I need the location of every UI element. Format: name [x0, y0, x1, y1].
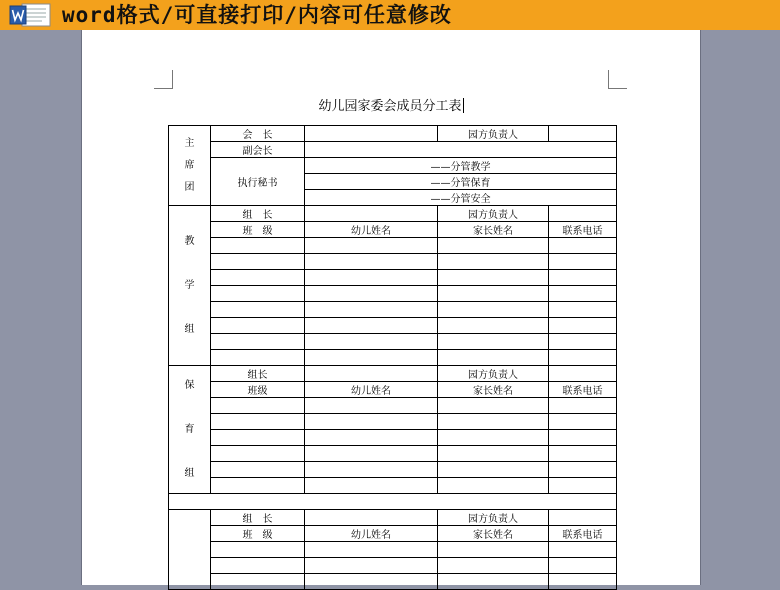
care-group-label: 保 育 组 — [169, 366, 211, 494]
table-row — [169, 350, 617, 366]
table-cell[interactable] — [211, 478, 305, 494]
table-cell[interactable] — [305, 478, 438, 494]
spacer-row — [169, 494, 617, 510]
table-cell[interactable] — [211, 574, 305, 590]
table-cell[interactable] — [549, 430, 617, 446]
table-cell[interactable] — [438, 542, 549, 558]
table-row — [169, 558, 617, 574]
table-cell[interactable] — [211, 350, 305, 366]
table-cell[interactable] — [549, 238, 617, 254]
table-cell[interactable] — [438, 270, 549, 286]
word-document-icon — [8, 3, 52, 27]
table-cell[interactable] — [211, 558, 305, 574]
table-row — [169, 542, 617, 558]
table-cell[interactable] — [549, 286, 617, 302]
table-cell[interactable] — [305, 558, 438, 574]
document-title[interactable]: 幼儿园家委会成员分工表 — [318, 99, 462, 114]
top-banner — [0, 0, 780, 30]
table-cell[interactable] — [549, 478, 617, 494]
table-cell[interactable] — [305, 414, 438, 430]
table-cell[interactable] — [211, 430, 305, 446]
table-cell[interactable] — [549, 366, 617, 382]
table-cell[interactable] — [438, 350, 549, 366]
table-cell[interactable] — [211, 286, 305, 302]
header-child-name: 幼儿姓名 — [305, 382, 438, 398]
banner-text: word格式/可直接打印/内容可任意修改 — [62, 3, 452, 27]
table-cell[interactable] — [438, 462, 549, 478]
table-row — [169, 414, 617, 430]
teaching-group-label: 教 学 组 — [169, 206, 211, 366]
school-head-label: 园方负责人 — [438, 510, 549, 526]
table-cell[interactable] — [305, 510, 438, 526]
safety-group-label — [169, 510, 211, 590]
table-cell[interactable] — [549, 334, 617, 350]
table-cell[interactable] — [549, 558, 617, 574]
table-cell[interactable] — [211, 254, 305, 270]
table-cell[interactable] — [305, 398, 438, 414]
document-page — [81, 30, 701, 585]
leader-label: 组长 — [211, 366, 305, 382]
table-cell[interactable] — [305, 238, 438, 254]
header-parent-name: 家长姓名 — [438, 526, 549, 542]
table-row — [169, 302, 617, 318]
table-cell[interactable] — [549, 318, 617, 334]
header-parent-name: 家长姓名 — [438, 382, 549, 398]
header-child-name: 幼儿姓名 — [305, 526, 438, 542]
duty-teaching: ——分管教学 — [305, 158, 617, 174]
table-row — [169, 318, 617, 334]
table-cell[interactable] — [438, 334, 549, 350]
crop-mark-top-right — [608, 70, 627, 89]
table-row — [169, 430, 617, 446]
table-cell[interactable] — [438, 318, 549, 334]
table-cell[interactable] — [549, 414, 617, 430]
table-cell[interactable] — [305, 462, 438, 478]
table-cell[interactable] — [549, 254, 617, 270]
chair-group-label: 主 席 团 — [169, 126, 211, 206]
table-cell[interactable] — [305, 318, 438, 334]
table-cell[interactable] — [305, 142, 617, 158]
table-row — [169, 286, 617, 302]
table-cell[interactable] — [211, 414, 305, 430]
table-cell[interactable] — [549, 574, 617, 590]
table-cell[interactable] — [211, 302, 305, 318]
table-cell[interactable] — [305, 366, 438, 382]
table-cell[interactable] — [549, 446, 617, 462]
table-cell[interactable] — [438, 574, 549, 590]
president-label: 会 长 — [211, 126, 305, 142]
table-row — [169, 478, 617, 494]
table-cell[interactable] — [438, 398, 549, 414]
vice-president-label: 副会长 — [211, 142, 305, 158]
table-row — [169, 238, 617, 254]
duty-care: ——分管保育 — [305, 174, 617, 190]
table-cell[interactable] — [438, 478, 549, 494]
table-cell[interactable] — [549, 350, 617, 366]
table-cell[interactable] — [305, 430, 438, 446]
table-cell[interactable] — [438, 414, 549, 430]
header-phone: 联系电话 — [549, 382, 617, 398]
table-cell[interactable] — [211, 238, 305, 254]
table-row — [169, 270, 617, 286]
table-row — [169, 462, 617, 478]
table-cell[interactable] — [438, 558, 549, 574]
table-cell[interactable] — [305, 254, 438, 270]
school-head-label: 园方负责人 — [438, 206, 549, 222]
table-row — [169, 334, 617, 350]
header-child-name: 幼儿姓名 — [305, 222, 438, 238]
table-cell[interactable] — [549, 542, 617, 558]
header-class: 班级 — [211, 382, 305, 398]
table-row — [169, 398, 617, 414]
table-cell[interactable] — [211, 542, 305, 558]
table-row — [169, 254, 617, 270]
header-class: 班 级 — [211, 222, 305, 238]
table-cell[interactable] — [211, 462, 305, 478]
table-cell[interactable] — [438, 254, 549, 270]
table-cell[interactable] — [438, 430, 549, 446]
table-cell[interactable] — [549, 206, 617, 222]
table-cell[interactable] — [305, 446, 438, 462]
crop-mark-top-left — [154, 70, 173, 89]
table-cell[interactable] — [305, 302, 438, 318]
table-row — [169, 574, 617, 590]
text-cursor — [463, 98, 464, 113]
table-cell[interactable] — [305, 270, 438, 286]
table-cell[interactable] — [305, 126, 438, 142]
table-cell[interactable] — [305, 350, 438, 366]
table-cell[interactable] — [549, 302, 617, 318]
header-phone: 联系电话 — [549, 526, 617, 542]
header-phone: 联系电话 — [549, 222, 617, 238]
table-cell[interactable] — [211, 318, 305, 334]
table-cell[interactable] — [211, 398, 305, 414]
duty-safety: ——分管安全 — [305, 190, 617, 206]
table-cell[interactable] — [305, 542, 438, 558]
table-cell[interactable] — [211, 446, 305, 462]
table-cell[interactable] — [305, 574, 438, 590]
school-head-label: 园方负责人 — [438, 366, 549, 382]
table-cell[interactable] — [549, 510, 617, 526]
table-cell[interactable] — [549, 462, 617, 478]
table-cell[interactable] — [438, 446, 549, 462]
table-cell[interactable] — [438, 286, 549, 302]
leader-label: 组 长 — [211, 510, 305, 526]
table-cell[interactable] — [211, 270, 305, 286]
leader-label: 组 长 — [211, 206, 305, 222]
table-cell[interactable] — [549, 398, 617, 414]
secretary-label: 执行秘书 — [211, 158, 305, 206]
table-cell[interactable] — [211, 334, 305, 350]
table-cell[interactable] — [305, 206, 438, 222]
table-cell[interactable] — [438, 302, 549, 318]
header-parent-name: 家长姓名 — [438, 222, 549, 238]
school-head-label: 园方负责人 — [438, 126, 549, 142]
table-cell[interactable] — [305, 286, 438, 302]
member-duty-table — [168, 125, 617, 590]
table-cell[interactable] — [305, 334, 438, 350]
table-cell[interactable] — [549, 270, 617, 286]
table-cell[interactable] — [549, 126, 617, 142]
table-cell[interactable] — [438, 238, 549, 254]
header-class: 班 级 — [211, 526, 305, 542]
table-row — [169, 446, 617, 462]
